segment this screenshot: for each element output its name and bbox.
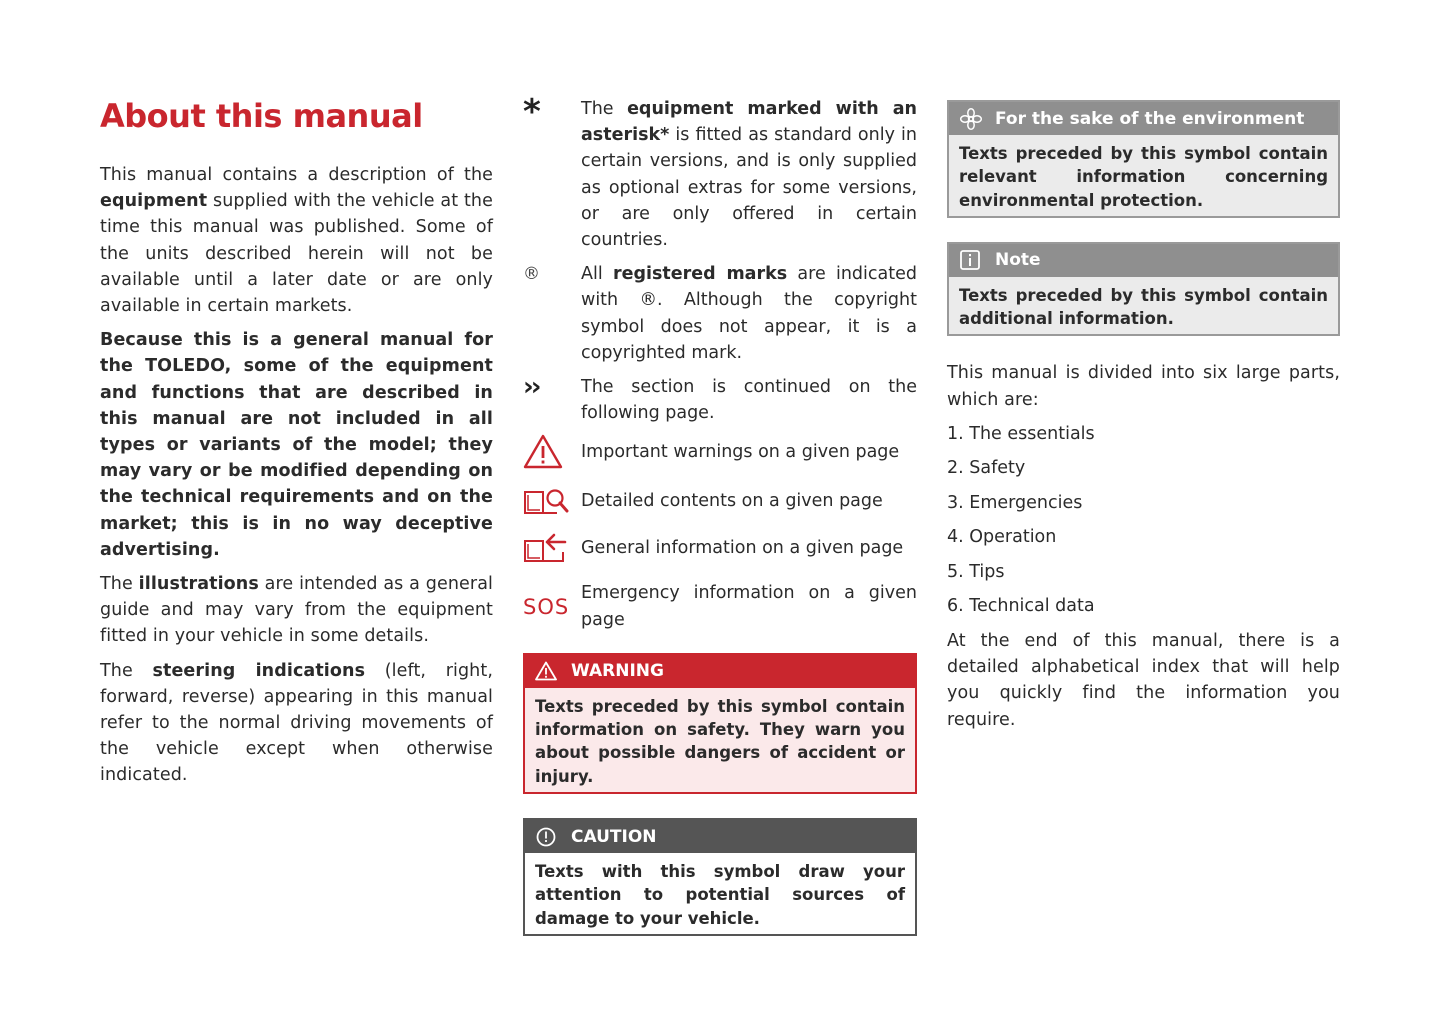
flower-icon: [959, 107, 987, 131]
caution-icon: [535, 826, 563, 848]
bold-text: steering indications: [152, 660, 366, 681]
symbol-text: [581, 261, 917, 366]
paragraph-steering: [100, 658, 493, 789]
bold-text: equipment: [100, 191, 208, 212]
sos-glyph: SOS: [523, 594, 570, 619]
environment-box-header: [949, 102, 1338, 135]
warning-box: [523, 653, 917, 794]
list-item: 5. Tips: [947, 561, 1005, 582]
environment-box-text: Texts preceded by this symbol contain relevant information concerning environmental protection.: [949, 135, 1338, 216]
column-structure: [947, 100, 1340, 741]
symbol-row-warning: [523, 434, 917, 470]
symbol-row-general: [523, 532, 917, 564]
symbol-text: General information on a given page: [581, 538, 904, 559]
asterisk-glyph: *: [523, 92, 541, 132]
caution-svg: [535, 826, 557, 848]
list-item: 1. The essentials: [947, 423, 1095, 444]
parts-intro: This manual is divided into six large parts, which are:: [947, 363, 1340, 410]
note-box-title: Note: [995, 250, 1041, 271]
warning-box-title: WARNING: [571, 661, 664, 682]
caution-box-text: Texts with this symbol draw your attention to potential sources of damage to your vehicle.: [525, 853, 915, 934]
paragraph-general-manual: Because this is a general manual for the TOLEDO, some of the equipment and functions that are described in this manual are not included in all types or variants of the model; they may vary or be modified depending on the technical requirements and on the market; this is in no way deceptive advertising.: [100, 330, 493, 560]
column-symbols: [523, 92, 917, 960]
continued-glyph: ››: [523, 372, 539, 403]
caution-box: [523, 818, 917, 936]
asterisk-icon: [523, 92, 581, 132]
text: The: [581, 99, 628, 119]
list-item: 4. Operation: [947, 527, 1057, 548]
column-intro: [100, 96, 493, 797]
info-svg: [959, 249, 981, 271]
caution-box-header: [525, 820, 915, 853]
registered-icon: [523, 261, 581, 285]
list-item: 2. Safety: [947, 458, 1026, 479]
bold-text: registered marks: [612, 264, 788, 285]
symbol-row-asterisk: [523, 92, 917, 253]
list-item: 6. Technical data: [947, 596, 1095, 617]
symbol-row-detailed: [523, 486, 917, 516]
note-box: [947, 242, 1340, 337]
text: (left, right, forward, reverse) appearing in this manual refer to the normal driving movements of the vehicle except when otherwise indicated.: [100, 660, 493, 786]
page-title: About this manual: [100, 97, 423, 135]
registered-glyph: ®: [523, 264, 540, 285]
symbol-text: [581, 96, 917, 253]
bold-text: illustrations: [138, 574, 259, 595]
text: are indicated with ®. Although the copyright symbol does not appear, it is a copyrighted mark.: [581, 264, 917, 363]
text: The: [100, 574, 139, 595]
warning-box-header: [525, 655, 915, 688]
book-arrow-icon: [523, 532, 581, 564]
flower-svg: [959, 107, 983, 131]
paragraph-equipment: [100, 162, 493, 319]
list-item: 3. Emergencies: [947, 492, 1083, 513]
symbol-row-sos: [523, 580, 917, 632]
warning-svg: [535, 661, 557, 681]
index-paragraph: At the end of this manual, there is a detailed alphabetical index that will help you quickly find the information you require.: [947, 630, 1340, 730]
caution-box-title: CAUTION: [571, 826, 657, 847]
warning-box-text: Texts preceded by this symbol contain information on safety. They warn you about possible dangers of accident or injury.: [525, 688, 915, 792]
sos-icon: [523, 595, 581, 619]
symbol-text: Emergency information on a given page: [581, 583, 917, 630]
symbol-text: Important warnings on a given page: [581, 442, 900, 463]
text: All: [581, 264, 613, 285]
text: supplied with the vehicle at the time this manual was published. Some of the units described herein will not be available until a later date or are only available in certain markets.: [100, 191, 493, 317]
warning-triangle-svg: [523, 434, 563, 470]
warning-triangle-icon: [523, 434, 581, 470]
info-icon: [959, 249, 987, 271]
note-box-text: Texts preceded by this symbol contain additional information.: [949, 277, 1338, 335]
text: is fitted as standard only in certain versions, and is only supplied as optional extras for some versions, or are only offered in certain countries.: [581, 125, 917, 251]
text: This manual contains a description of the: [100, 165, 493, 185]
parts-list: [947, 421, 1340, 620]
symbol-text: Detailed contents on a given page: [581, 491, 883, 512]
book-magnifier-icon: [523, 486, 581, 516]
symbol-row-registered: [523, 261, 917, 366]
symbol-text: The section is continued on the following page.: [581, 377, 917, 424]
warning-icon: [535, 661, 563, 681]
environment-box: [947, 100, 1340, 218]
paragraph-illustrations: [100, 571, 493, 650]
bold-text: equipment marked with an asterisk*: [581, 99, 917, 146]
note-box-header: [949, 244, 1338, 277]
continued-icon: [523, 372, 581, 403]
text: The: [100, 660, 153, 681]
book-arrow-svg: [523, 532, 569, 564]
symbol-row-continued: [523, 374, 917, 426]
text: are intended as a general guide and may vary from the equipment fitted in your vehicle in some details.: [100, 574, 493, 647]
book-magnifier-svg: [523, 486, 569, 516]
environment-box-title: For the sake of the environment: [995, 108, 1305, 129]
